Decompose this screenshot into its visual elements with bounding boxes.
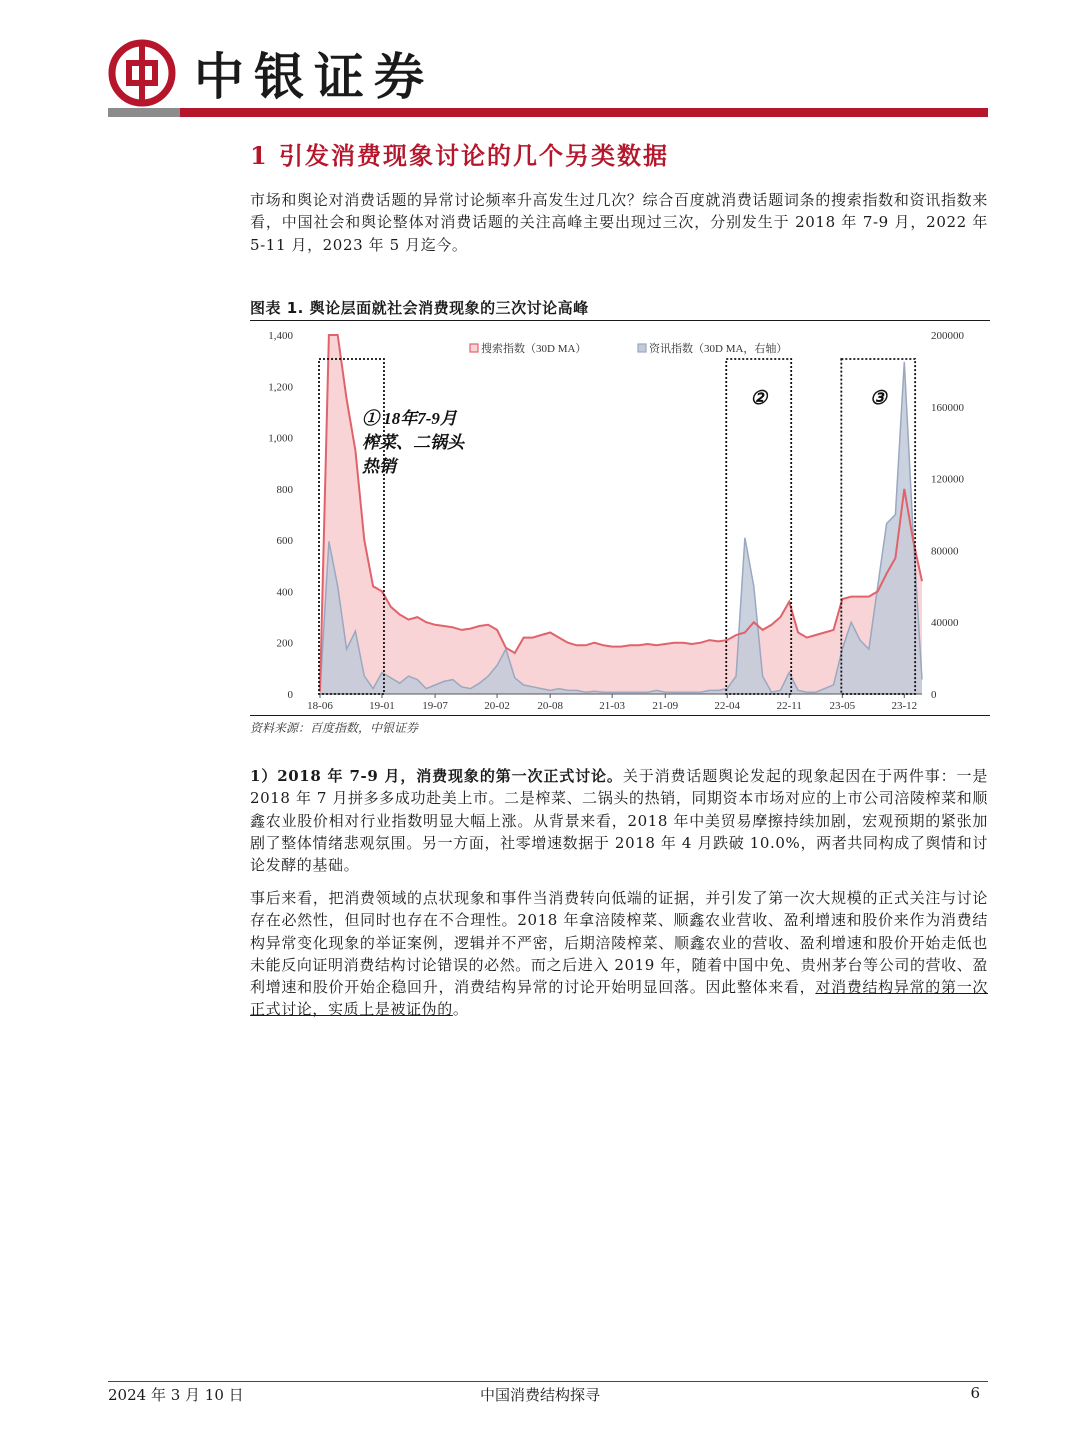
paragraph-two [250,887,988,1021]
right-axis-tick-label: 0 [931,689,937,701]
footer-date: 2024 年 3 月 10 日 [108,1386,244,1404]
x-axis-tick-label: 21-03 [599,700,625,712]
x-axis-tick-label: 23-05 [829,700,856,712]
paragraph-two-body: 事后来看，把消费领域的点状现象和事件当消费转向低端的证据，并引发了第一次大规模的正式关注与讨论存在必然性，但同时也存在不合理性。2018 年拿涪陵榨菜、顺鑫农业营收、盈利增速和股价来作为消费结构异常变化现象的举证案例，逻辑并不严密，后期涪陵榨菜、顺鑫农业的营收、盈利增速和股价开始走低也未能反向证明消费结构讨论错误的必然。而之后进入 2019 年，随着中国中免、贵州茅台等公司的营收、盈利增速和股价开始企稳回升，消费结构异常的讨论开始明显回落。因此整体来看， [250,889,988,997]
footer-rule [108,1381,988,1382]
left-axis-tick-label: 200 [276,637,293,650]
left-axis-tick-label: 400 [276,586,293,599]
x-axis-tick-label: 22-04 [714,700,741,712]
search-index-area [320,335,922,694]
right-axis-tick-label: 120000 [931,473,964,486]
right-axis-tick-label: 40000 [931,617,959,630]
x-axis-tick-label: 19-01 [369,700,395,712]
figure-top-rule [250,320,990,321]
right-axis-tick-label: 160000 [931,401,964,414]
x-axis-tick-label: 22-11 [776,700,802,712]
peak-one-annotation: 榨菜、二锅头 [362,433,464,452]
highlight-box-label-3: ③ [869,388,887,409]
intro-paragraph: 市场和舆论对消费话题的异常讨论频率升高发生过几次？综合百度就消费话题词条的搜索指数和资讯指数来看，中国社会和舆论整体对消费话题的关注高峰主要出现过三次，分别发生于 2018 年 7-9 月，2022 年 5-11 月，2023 年 5 月迄今。 [250,191,988,254]
right-axis-tick-label: 200000 [931,330,964,342]
x-axis-tick-label: 18-06 [307,700,333,712]
paragraph-one [250,765,988,876]
x-axis-tick-label: 20-08 [537,700,564,712]
left-axis-tick-label: 1,200 [268,381,293,394]
bank-of-china-logo-icon [108,39,176,107]
left-axis-tick-label: 1,000 [268,432,293,445]
highlight-box-label-2: ② [750,388,768,409]
x-axis-tick-label: 20-02 [484,700,510,712]
paragraph-one-body: 关于消费话题舆论发起的现象起因在于两件事：一是 2018 年 7 月拼多多成功赴美上市。二是榨菜、二锅头的热销，同期资本市场对应的上市公司涪陵榨菜和顺鑫农业股价相对行业指数明显大幅上涨。从背景来看，2018 年中美贸易摩擦持续加剧，宏观预期的紧张加剧了整体情绪悲观氛围。另一方面，社零增速数据于 2018 年 4 月跌破 10.0%，两者共同构成了舆情和讨论发酵的基础。 [250,767,988,875]
x-axis-tick-label: 23-12 [891,700,918,712]
right-axis-tick-label: 80000 [931,545,959,558]
figure-title: 图表 1. 舆论层面就社会消费现象的三次讨论高峰 [250,299,589,317]
left-axis-tick-label: 800 [276,483,293,496]
figure-source: 资料来源：百度指数，中银证券 [250,721,419,735]
x-axis-tick-label: 19-07 [422,700,448,712]
page-number: 6 [970,1384,980,1402]
paragraph-two-conclusion: 对消费结构异常的第一次正式讨论，实质上是被证伪的 [250,978,989,1019]
header-rule [108,108,988,117]
legend-label: 资讯指数（30D MA，右轴） [649,343,788,355]
legend-label: 搜索指数（30D MA） [481,343,587,355]
brand [108,38,434,108]
paragraph-two-end: 。 [452,1000,469,1019]
paragraph-one-lead: 1）2018 年 7-9 月，消费现象的第一次正式讨论。 [250,767,623,785]
brand-name: 中银证券 [194,48,434,106]
left-axis-tick-label: 1,400 [268,330,293,342]
discussion-peaks-chart [250,322,990,714]
x-axis-tick-label: 21-09 [652,700,679,712]
section-title: 1 引发消费现象讨论的几个另类数据 [250,141,670,170]
peak-one-annotation: 热销 [362,457,396,476]
legend-swatch [470,344,478,352]
peak-one-annotation: ① 18年7-9月 [362,409,457,428]
legend-swatch [638,344,646,352]
left-axis-tick-label: 0 [287,689,293,701]
footer-title: 中国消费结构探寻 [479,1386,600,1404]
left-axis-tick-label: 600 [276,535,293,548]
figure-bottom-rule [250,715,990,716]
